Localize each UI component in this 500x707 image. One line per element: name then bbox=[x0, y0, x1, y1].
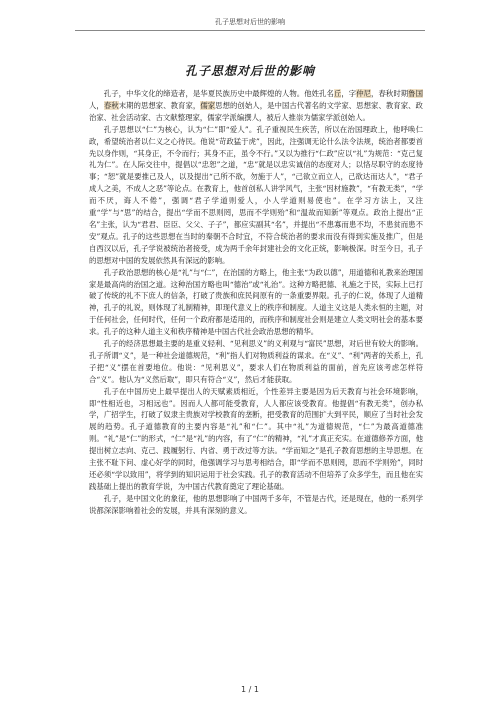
text-run: ，春秋时期 bbox=[371, 89, 409, 98]
highlight-school: 儒家 bbox=[200, 100, 216, 110]
paragraph-education: 孔子在中国历史上最早提出人的天赋素质相近，个性差异主要是因为后天教育与社会环境影响，即“性相近也，习相远也”。因而人人都可能受教育，人人都应该受教育。他提倡“有教无类”，创办私学，广招学生，打破了奴隶主贵族对学校教育的垄断，把受教育的范围扩大到平民，顺应了当时社会发展的趋势。孔子道德教育的主要内容是“礼”和“仁”。其中“礼”为道德规范，“仁”为最高道德准则。“礼”是“仁”的形式，“仁”是“礼”的内容，有了“仁”的精神，“礼”才真正充实。在道德修养方面，他提出树立志向、克己、践履躬行、内省、勇于改过等方法。“学而知之”是孔子教育思想的主导思想。在主张不耻下问、虚心好学的同时，他强调学习与思考相结合，即“学而不思则罔，思而不学则殆”，同时还必须“学以致用”，将学到的知识运用于社会实践。孔子的教育活动不但培养了众多学生，而且他在实践基础上提出的教育学说，为中国古代教育奠定了理论基础。 bbox=[89, 386, 423, 491]
text-run: 末期的思想家、教育家， bbox=[118, 100, 201, 110]
highlight-state: 鲁国 bbox=[408, 89, 423, 98]
highlight-courtesy-name: 仲尼 bbox=[356, 89, 372, 98]
paragraph-ren: 孔子思想以“仁”为核心，认为“仁”即“爱人”。孔子重视民生疾苦，所以在治国理政上，他呼唤仁政，希望统治者以仁义之心待民。他说“苛政猛于虎”，因此，注强调无论什么法令法规，统治者都要首先以身作则，“其身正，不令而行；其身不正，虽令不行。”又以为推行“仁政”应以“礼”为规范：“克己复礼为仁”。在人际交往中，提倡以“忠恕”之道，“忠”就是以忠实诚信的态度对人；以恪尽职守的态度待事；“恕”就是要推己及人，以及提出“己所不欲，勿施于人”，“己欲立而立人，己欲达而达人”，“君子成人之美，不成人之恶”等论点。在教育上，他首创私人讲学风气，主张“因材施教”，“有教无类”，“学而不厌，诲人不倦”，强调“君子学道则爱人，小人学道则易使也”。在学习方法上，又注重“学”与“思”的结合，提出“学而不思则罔，思而不学则殆”和“温故而知新”等观点。政治上提出“正名”主张，认为“君君、臣臣、父父、子子”，都应实副其“名”，并提出“不患寡而患不均，不患贫而患不安”观点。孔子的这些思想在当时的秦朝不合时宜，不符合统治者的要求而没有得到实施及推广，但是自西汉以后，孔子学说被统治者接受，成为两千余年封建社会的文化正统，影响极深。时至今日，孔子的思想对中国的发展依然具有深远的影响。 bbox=[89, 124, 423, 265]
text-run: 思想的创始人，是中国古代著名的文学家、思想家、教育家、政治家、社会活动家、古文献整理家，儒家学派编撰人，被后人推崇为儒家学派创始人。 bbox=[89, 100, 423, 122]
text-run: 人， bbox=[89, 100, 104, 110]
paragraph-intro bbox=[89, 88, 423, 124]
page-header: 孔子思想对后世的影响 bbox=[215, 18, 285, 26]
highlight-period: 春秋 bbox=[103, 100, 119, 110]
text-run: 孔子，中华文化的缔造者，是华夏民族历史中最辉煌的人物。他姓孔名 bbox=[103, 89, 334, 98]
page-indicator: 1 / 1 bbox=[241, 685, 259, 694]
highlight-name: 丘 bbox=[333, 89, 342, 98]
paragraph-economics: 孔子的经济思想最主要的是重义轻利、“见利思义”的义利观与“富民”思想，对后世有较大的影响。孔子所谓“义”，是一种社会道德规范，“利”指人们对物质利益的谋求。在“义”、“利”两者的关系上，孔子把“义”摆在首要地位。他说：“见利思义”，要求人们在物质利益的面前，首先应该考虑怎样符合“义”。他认为“义然后取”，即只有符合“义”，然后才能获取。 bbox=[89, 339, 423, 384]
text-run: ，字 bbox=[341, 89, 357, 98]
document-title: 孔子思想对后世的影响 bbox=[184, 64, 315, 78]
header-divider bbox=[75, 30, 425, 31]
document-body bbox=[89, 88, 423, 517]
paragraph-politics: 孔子政治思想的核心是“礼”与“仁”，在治国的方略上，他主张“为政以德”，用道德和礼教来治理国家是最高尚的治国之道。这种治国方略也叫“德治”或“礼治”。这种方略把德、礼施之于民，实际上已打破了传统的礼不下庶人的信条，打破了贵族和庶民间原有的一条重要界限。孔子的仁说，体现了人道精神，孔子的礼说，则体现了礼制精神，即现代意义上的秩序和制度。人道主义这是人类永恒的主题，对于任何社会，任何时代，任何一个政府都是适用的，而秩序和制度社会则是建立人类文明社会的基本要求。孔子的这种人道主义和秩序精神是中国古代社会政治思想的精华。 bbox=[89, 267, 423, 337]
paragraph-conclusion: 孔子，是中国文化的象征，他的思想影响了中国两千多年，不管是古代，还是现在，他的一系列学说都深深影响着社会的发展，并具有深刻的意义。 bbox=[89, 493, 423, 515]
